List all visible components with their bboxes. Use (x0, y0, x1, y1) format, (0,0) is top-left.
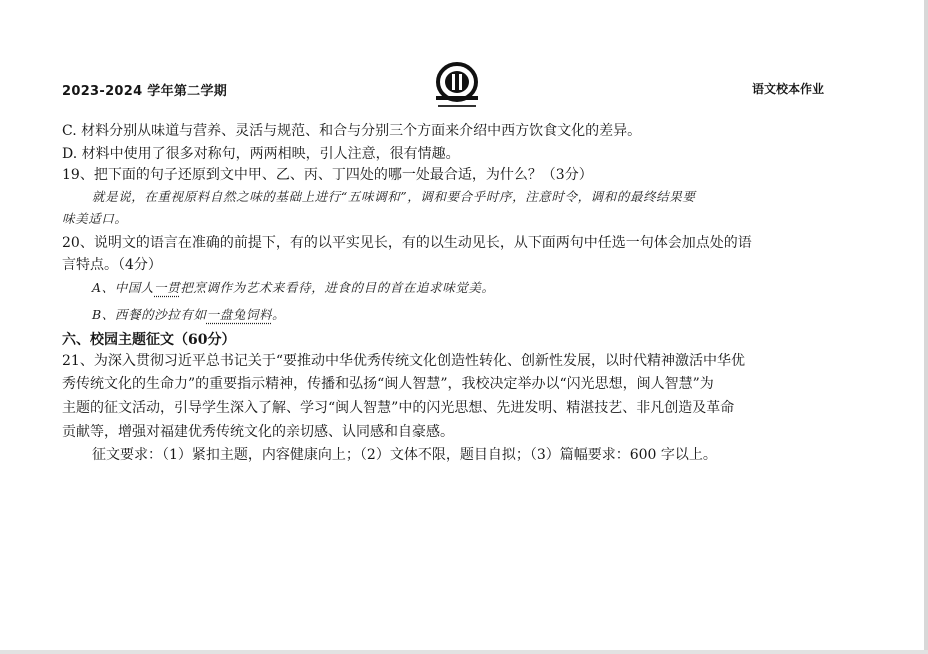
question-20-line-2: 言特点。（4分） (62, 257, 162, 273)
q20-a-dotted-word: 一贯 (154, 280, 181, 295)
question-21-line-3: 主题的征文活动，引导学生深入了解、学习“闽人智慧”中的闪光思想、先进发明、精湛技艺、非凡创造及革命 (62, 400, 735, 416)
question-20-line-1: 20、说明文的语言在准确的前提下，有的以平实见长，有的以生动见长，从下面两句中任选一句体会加点处的语 (62, 235, 752, 251)
question-19: 19、把下面的句子还原到文中甲、乙、丙、丁四处的哪一处最合适，为什么？（3分） (62, 167, 593, 183)
homework-type-header: 语文校本作业 (752, 82, 825, 96)
q20-b-suffix: 。 (272, 307, 286, 322)
option-d: D. 材料中使用了很多对称句，两两相映，引人注意，很有情趣。 (62, 146, 460, 162)
option-c: C. 材料分别从味道与营养、灵活与规范、和合与分别三个方面来介绍中西方饮食文化的差异。 (62, 123, 642, 139)
q19-handwritten-line-2: 味美适口。 (62, 211, 128, 226)
question-21-line-4: 贡献等，增强对福建优秀传统文化的亲切感、认同感和自豪感。 (62, 424, 454, 440)
q20-sentence-b (92, 305, 285, 325)
school-logo (428, 60, 486, 112)
essay-requirements: 征文要求：（1）紧扣主题，内容健康向上；（2）文体不限，题目自拟；（3）篇幅要求：600 字以上。 (92, 447, 717, 463)
q19-handwritten-line-1: 就是说，在重视原料自然之味的基础上进行“五味调和”，调和要合乎时序，注意时令，调和的最终结果要 (92, 189, 696, 204)
question-21-line-1: 21、为深入贯彻习近平总书记关于“要推动中华优秀传统文化创造性转化、创新性发展，以时代精神激活中华优 (62, 353, 745, 369)
section-6-heading: 六、校园主题征文（60分） (62, 332, 236, 348)
q20-b-prefix: B、西餐的沙拉有如 (92, 307, 207, 322)
semester-header: 2023-2024 学年第二学期 (62, 84, 228, 99)
q20-sentence-a (92, 278, 495, 298)
question-21-line-2: 秀传统文化的生命力”的重要指示精神，传播和弘扬“闽人智慧”，我校决定举办以“闪光思想，闽人智慧”为 (62, 376, 714, 392)
q20-a-prefix: A、中国人 (92, 280, 155, 295)
q20-a-suffix: 把烹调作为艺术来看待，进食的目的首在追求味觉美。 (180, 280, 495, 295)
q20-b-dotted-word: 一盘兔饲料 (206, 307, 273, 322)
